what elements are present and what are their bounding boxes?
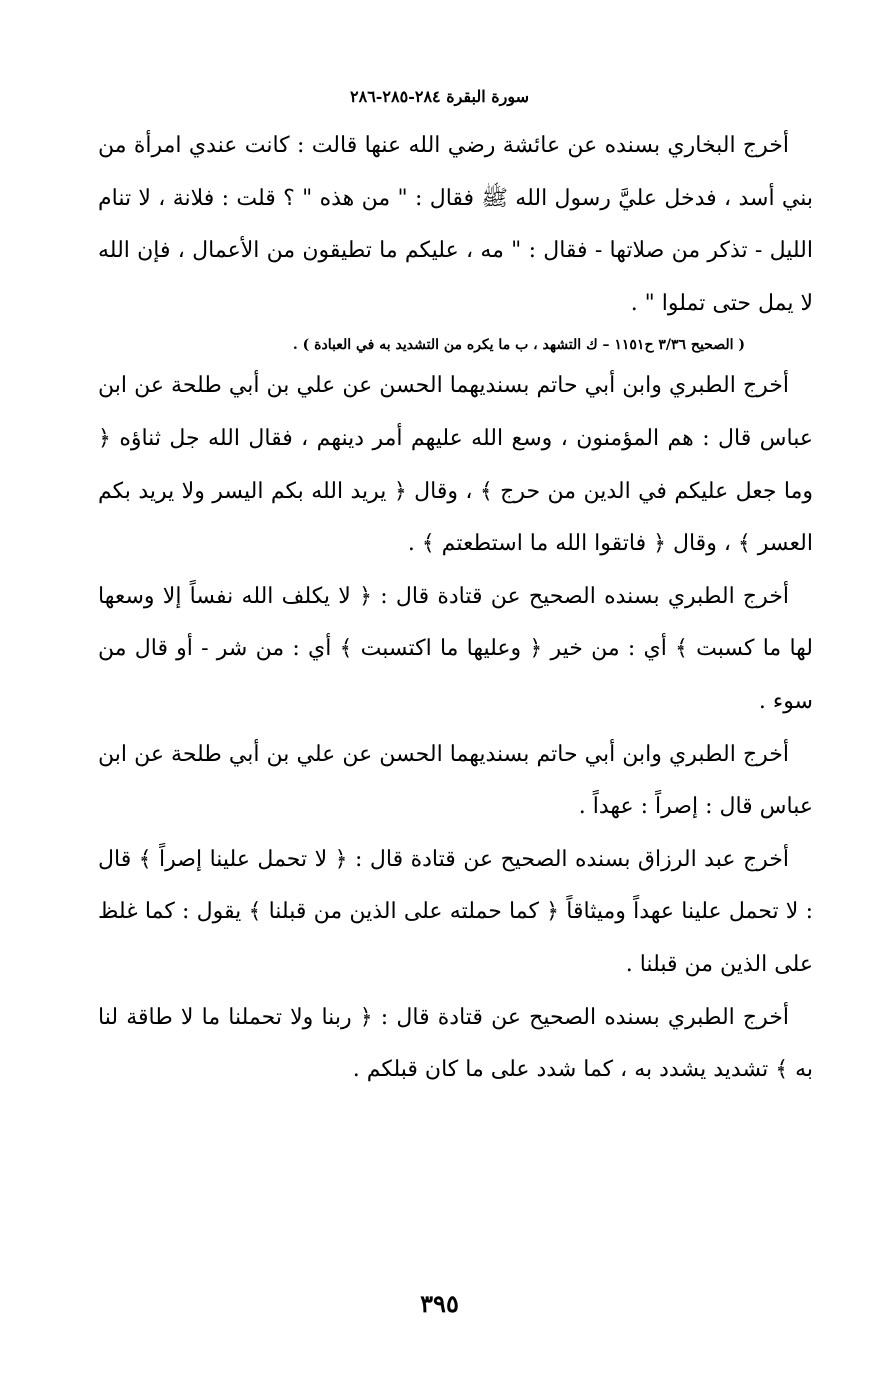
paragraph-abdulrazzaq-qatada: أخرج عبد الرزاق بسنده الصحيح عن قتادة قال : ﴿ لا تحمل علينا إصراً ﴾ قال : لا تحمل علينا عهداً وميثاقاً ﴿ كما حملته على الذين من قبلنا ﴾ يقول : كما غلظ على الذين من قبلنا .	[98, 846, 813, 977]
page-body	[98, 120, 813, 1097]
paragraph-tabari-qatada-2: أخرج الطبري بسنده الصحيح عن قتادة قال : ﴿ ربنا ولا تحملنا ما لا طاقة لنا به ﴾ تشديد يشدد به ، كما شدد على ما كان قبلكم .	[98, 1004, 813, 1083]
running-header: سورة البقرة ٢٨٤-٢٨٥-٢٨٦	[350, 87, 529, 106]
page-number: ٣٩٥	[420, 1289, 459, 1318]
paragraph-tabari-isr: أخرج الطبري وابن أبي حاتم بسنديهما الحسن عن علي بن أبي طلحة عن ابن عباس قال : إصراً : عهداً .	[98, 741, 813, 820]
paragraph-tabari-ibn-abbas: أخرج الطبري وابن أبي حاتم بسنديهما الحسن عن علي بن أبي طلحة عن ابن عباس قال : هم المؤمنون ، وسع الله عليهم أمر دينهم ، فقال الله جل ثناؤه ﴿ وما جعل عليكم في الدين من حرج ﴾ ، وقال ﴿ يريد الله بكم اليسر ولا يريد بكم العسر ﴾ ، وقال ﴿ فاتقوا الله ما استطعتم ﴾ .	[98, 373, 814, 557]
paragraph-bukhari-aisha: أخرج البخاري بسنده عن عائشة رضي الله عنها قالت : كانت عندي امرأة من بني أسد ، فدخل عليَّ رسول الله ﷺ فقال : " من هذه " ؟ قلت : فلانة ، لا تنام الليل - تذكر من صلاتها - فقال : " مه ، عليكم ما تطيقون من الأعمال ، فإن الله لا يمل حتى تملوا " .	[98, 133, 813, 316]
paragraph-tabari-qatada-1: أخرج الطبري بسنده الصحيح عن قتادة قال : ﴿ لا يكلف الله نفساً إلا وسعها لها ما كسبت ﴾ أي : من خير ﴿ وعليها ما اكتسبت ﴾ أي : من شر - أو قال من سوء .	[98, 583, 813, 714]
source-citation: ( الصحيح ٣/٣٦ ح١١٥١ – ك التشهد ، ب ما يكره من التشديد به في العبادة ) .	[292, 337, 745, 354]
